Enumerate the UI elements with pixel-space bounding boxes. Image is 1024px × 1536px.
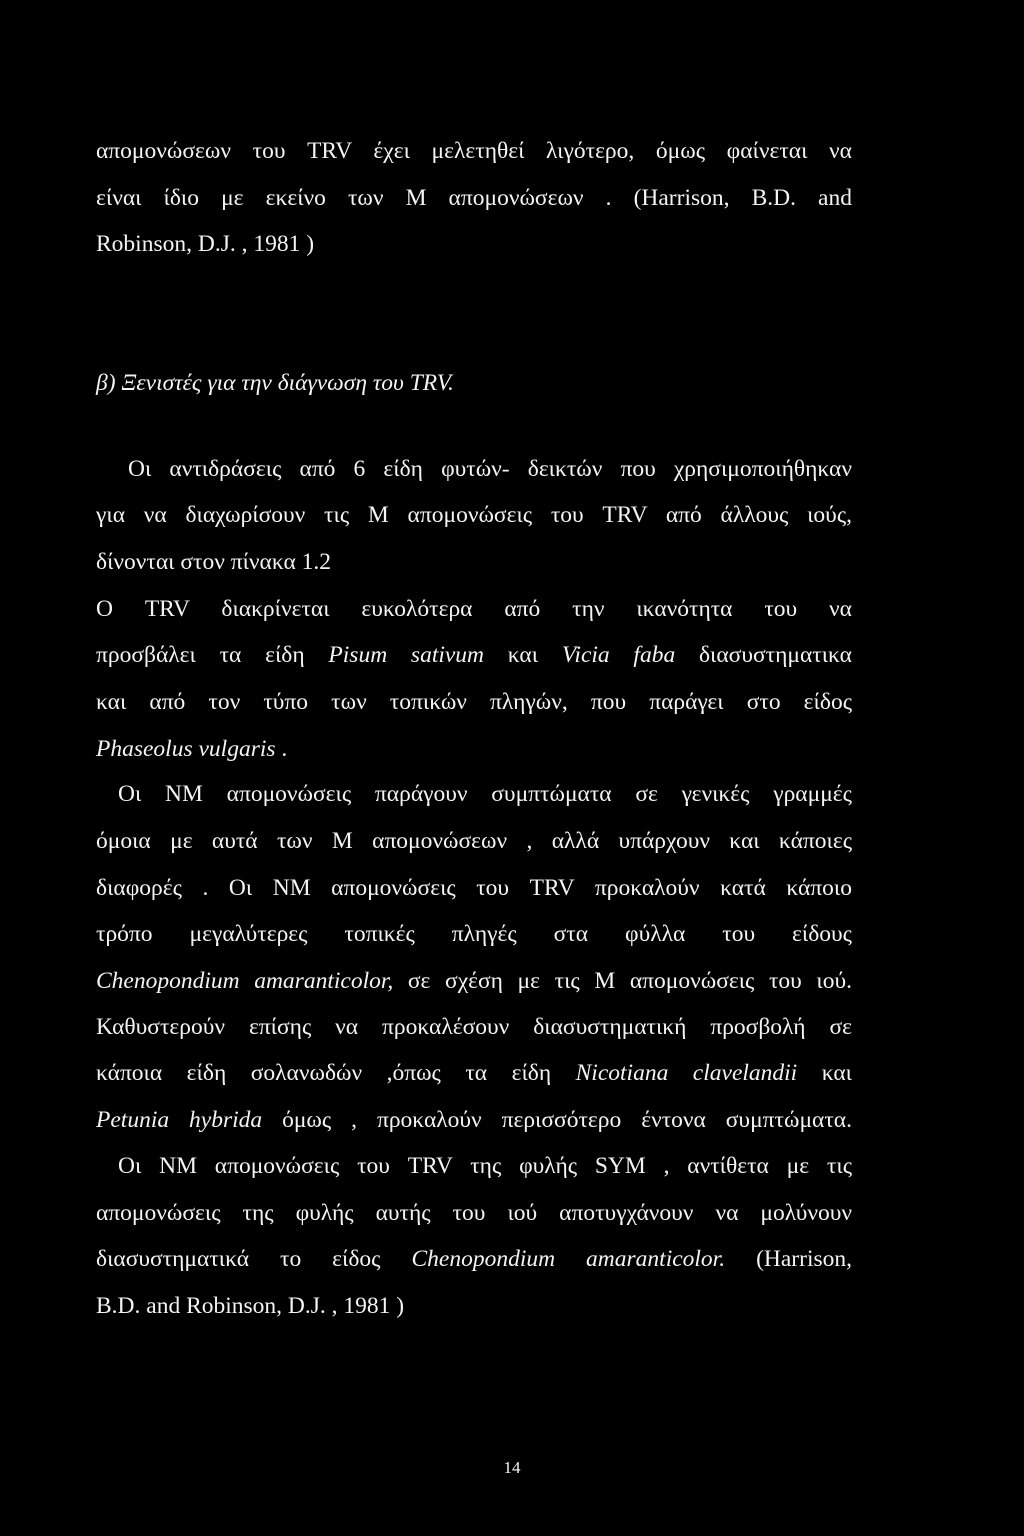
- text-span: κάποια είδη σολανωδών ,όπως τα είδη: [96, 1060, 576, 1086]
- text-span: προσβάλει τα είδη: [96, 642, 329, 668]
- text-line: και από τον τύπο των τοπικών πληγών, που παράγει στο είδος: [96, 689, 852, 715]
- section-heading: β) Ξενιστές για την διάγνωση του TRV.: [96, 370, 454, 396]
- text-line: τρόπο μεγαλύτερες τοπικές πληγές στα φύλλα του είδους: [96, 921, 852, 947]
- text-line: Οι ΝΜ απομονώσεις παράγουν συμπτώματα σε γενικές γραμμές: [118, 781, 852, 807]
- text-span: διασυστηματικά το είδος: [96, 1246, 412, 1272]
- text-line: Robinson, D.J. , 1981 ): [96, 231, 315, 257]
- text-span: .: [275, 736, 288, 762]
- text-span: σε σχέση με τις Μ απομονώσεις του ιού.: [393, 968, 852, 994]
- text-line: [96, 1105, 852, 1135]
- text-span: (Harrison,: [725, 1246, 852, 1272]
- species-name: Nicotiana clavelandii: [575, 1060, 798, 1086]
- species-name: Petunia hybrida: [96, 1107, 263, 1133]
- text-line: απομονώσεις της φυλής αυτής του ιού αποτυγχάνουν να μολύνουν: [96, 1200, 852, 1226]
- text-line: B.D. and Robinson, D.J. , 1981 ): [96, 1293, 405, 1319]
- text-span: διασυστηματικα: [675, 642, 852, 668]
- text-line: [96, 1244, 852, 1274]
- species-name: Chenopondium amaranticolor,: [96, 968, 394, 994]
- text-line: δίνονται στον πίνακα 1.2: [96, 549, 332, 575]
- text-line: Οι ΝΜ απομονώσεις του TRV της φυλής SYM , αντίθετα με τις: [118, 1153, 852, 1179]
- text-line: είναι ίδιο με εκείνο των Μ απομονώσεων . (Harrison, B.D. and: [96, 185, 852, 211]
- species-name: Chenopondium amaranticolor.: [411, 1246, 726, 1272]
- text-line: για να διαχωρίσουν τις Μ απομονώσεις του TRV από άλλους ιούς,: [96, 502, 852, 528]
- text-line: [96, 966, 852, 996]
- text-span: και: [484, 642, 562, 668]
- species-name: Vicia faba: [561, 642, 676, 668]
- text-line: διαφορές . Οι ΝΜ απομονώσεις του TRV προκαλούν κατά κάποιο: [96, 875, 852, 901]
- text-line: [96, 640, 852, 670]
- text-line: Οι αντιδράσεις από 6 είδη φυτών- δεικτών που χρησιμοποιήθηκαν: [128, 456, 852, 482]
- text-line: Καθυστερούν επίσης να προκαλέσουν διασυστηματική προσβολή σε: [96, 1014, 852, 1040]
- text-line: όμοια με αυτά των Μ απομονώσεων , αλλά υπάρχουν και κάποιες: [96, 828, 852, 854]
- species-name: Pisum sativum: [328, 642, 485, 668]
- text-span: και: [797, 1060, 852, 1086]
- page-number: 14: [503, 1458, 521, 1477]
- text-line: [96, 734, 852, 764]
- text-line: [96, 1058, 852, 1088]
- text-span: όμως , προκαλούν περισσότερο έντονα συμπτώματα.: [262, 1107, 852, 1133]
- text-line: απομονώσεων του TRV έχει μελετηθεί λιγότερο, όμως φαίνεται να: [96, 138, 852, 164]
- species-name: Phaseolus vulgaris: [96, 736, 276, 762]
- text-line: Ο TRV διακρίνεται ευκολότερα από την ικανότητα του να: [96, 596, 852, 622]
